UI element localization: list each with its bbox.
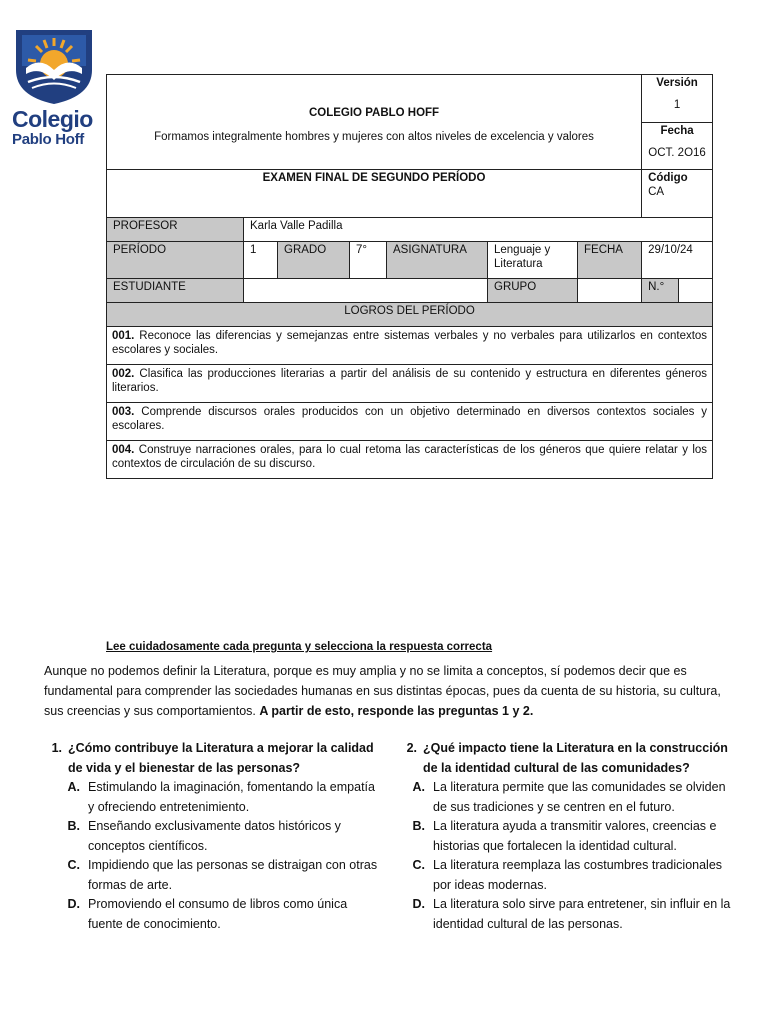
option-letter: D. <box>67 897 80 911</box>
logro-item <box>107 365 713 403</box>
profesor-value: Karla Valle Padilla <box>244 218 713 242</box>
question-text: ¿Qué impacto tiene la Literatura en la construcción de la identidad cultural de las comunidades? <box>423 741 728 775</box>
fecha-value: 29/10/24 <box>642 242 713 279</box>
option-text: Enseñando exclusivamente datos históricos y conceptos científicos. <box>88 819 341 853</box>
option-text: Promoviendo el consumo de libros como única fuente de conocimiento. <box>88 897 348 931</box>
instructions: Lee cuidadosamente cada pregunta y selecciona la respuesta correcta <box>106 641 493 653</box>
question-2 <box>389 739 734 934</box>
asignatura-label: ASIGNATURA <box>387 242 488 279</box>
option-text: La literatura ayuda a transmitir valores, creencias e historias que fortalecen la identidad cultural. <box>433 819 717 853</box>
school-logo <box>12 26 98 147</box>
option-letter: B. <box>67 819 80 833</box>
logro-item <box>107 327 713 365</box>
code-cell <box>642 170 713 218</box>
option-text: Estimulando la imaginación, fomentando la empatía y ofreciendo entretenimiento. <box>88 780 375 814</box>
logro-item <box>107 441 713 479</box>
logro-item <box>107 403 713 441</box>
date-cell <box>642 123 713 170</box>
logro-text: Construye narraciones orales, para lo cual retoma las características de los géneros que quiere relatar y los contextos de circulación de su discurso. <box>112 444 708 470</box>
option-text: Impidiendo que las personas se distraigan con otras formas de arte. <box>88 858 378 892</box>
periodo-label: PERÍODO <box>107 242 244 279</box>
option-letter: C. <box>67 858 80 872</box>
questions <box>34 739 744 934</box>
intro-text: Aunque no podemos definir la Literatura, porque es muy amplia y no se limita a conceptos, sí podemos decir que es fundamental para comprender las sociedades humanas en sus distintas épocas, pues da cuenta de su historia, su cultura, sus creencias y sus comportamientos. <box>44 664 721 718</box>
option-b[interactable] <box>389 817 734 856</box>
option-text: La literatura solo sirve para entretener, sin influir en la identidad cultural de las personas. <box>433 897 731 931</box>
logo-line1: Colegio <box>12 106 93 132</box>
date-label: Fecha <box>660 125 694 137</box>
numero-label: N.° <box>642 279 679 303</box>
option-c[interactable] <box>34 856 379 895</box>
logro-code: 001. <box>112 330 135 342</box>
option-text: La literatura reemplaza las costumbres tradicionales por ideas modernas. <box>433 858 723 892</box>
question-1 <box>34 739 379 934</box>
logro-code: 003. <box>112 406 135 418</box>
option-a[interactable] <box>34 778 379 817</box>
version-cell <box>642 75 713 123</box>
option-text: La literatura permite que las comunidades se olviden de sus tradiciones y se centren en el futuro. <box>433 780 726 814</box>
grado-label: GRADO <box>278 242 350 279</box>
grupo-label: GRUPO <box>488 279 578 303</box>
grado-value: 7° <box>350 242 387 279</box>
shield-emblem-icon <box>12 26 96 106</box>
code-value: CA <box>648 185 665 198</box>
grupo-value[interactable] <box>578 279 642 303</box>
option-letter: A. <box>67 780 80 794</box>
question-number: 2. <box>406 741 417 755</box>
option-letter: A. <box>412 780 425 794</box>
option-c[interactable] <box>389 856 734 895</box>
option-d[interactable] <box>34 895 379 934</box>
question-number: 1. <box>51 741 62 755</box>
school-header-cell <box>107 75 642 170</box>
option-letter: C. <box>412 858 425 872</box>
intro-paragraph <box>44 661 724 721</box>
periodo-value: 1 <box>244 242 278 279</box>
version-value: 1 <box>673 98 681 111</box>
estudiante-label: ESTUDIANTE <box>107 279 244 303</box>
exam-title: EXAMEN FINAL DE SEGUNDO PERÍODO <box>107 170 642 218</box>
exam-header-table <box>106 74 713 479</box>
school-name: COLEGIO PABLO HOFF <box>308 107 440 120</box>
code-label: Código <box>648 172 688 184</box>
option-letter: B. <box>412 819 425 833</box>
fecha-label: FECHA <box>578 242 642 279</box>
numero-value[interactable] <box>679 279 713 303</box>
logo-line2: Pablo Hoff <box>12 131 84 148</box>
option-d[interactable] <box>389 895 734 934</box>
profesor-label: PROFESOR <box>107 218 244 242</box>
asignatura-value: Lenguaje y Literatura <box>488 242 578 279</box>
version-label: Versión <box>656 77 698 89</box>
question-text: ¿Cómo contribuye la Literatura a mejorar la calidad de vida y el bienestar de las personas? <box>68 741 374 775</box>
logro-text: Clasifica las producciones literarias a partir del análisis de su contenido y estructura en diferentes géneros literarios. <box>112 368 708 394</box>
estudiante-value[interactable] <box>244 279 488 303</box>
logro-code: 002. <box>112 368 135 380</box>
option-letter: D. <box>412 897 425 911</box>
logros-title: LOGROS DEL PERÍODO <box>107 303 713 327</box>
logro-text: Reconoce las diferencias y semejanzas entre sistemas verbales y no verbales para utilizarlos en contextos escolares y sociales. <box>112 330 708 356</box>
school-motto: Formamos integralmente hombres y mujeres con altos niveles de excelencia y valores <box>154 131 594 143</box>
logro-text: Comprende discursos orales producidos con un objetivo determinado en diversos contextos sociales y escolares. <box>112 406 708 432</box>
intro-bold: A partir de esto, responde las preguntas 1 y 2. <box>259 704 534 718</box>
logro-code: 004. <box>112 444 135 456</box>
option-a[interactable] <box>389 778 734 817</box>
date-value: OCT. 2O16 <box>648 146 706 159</box>
option-b[interactable] <box>34 817 379 856</box>
